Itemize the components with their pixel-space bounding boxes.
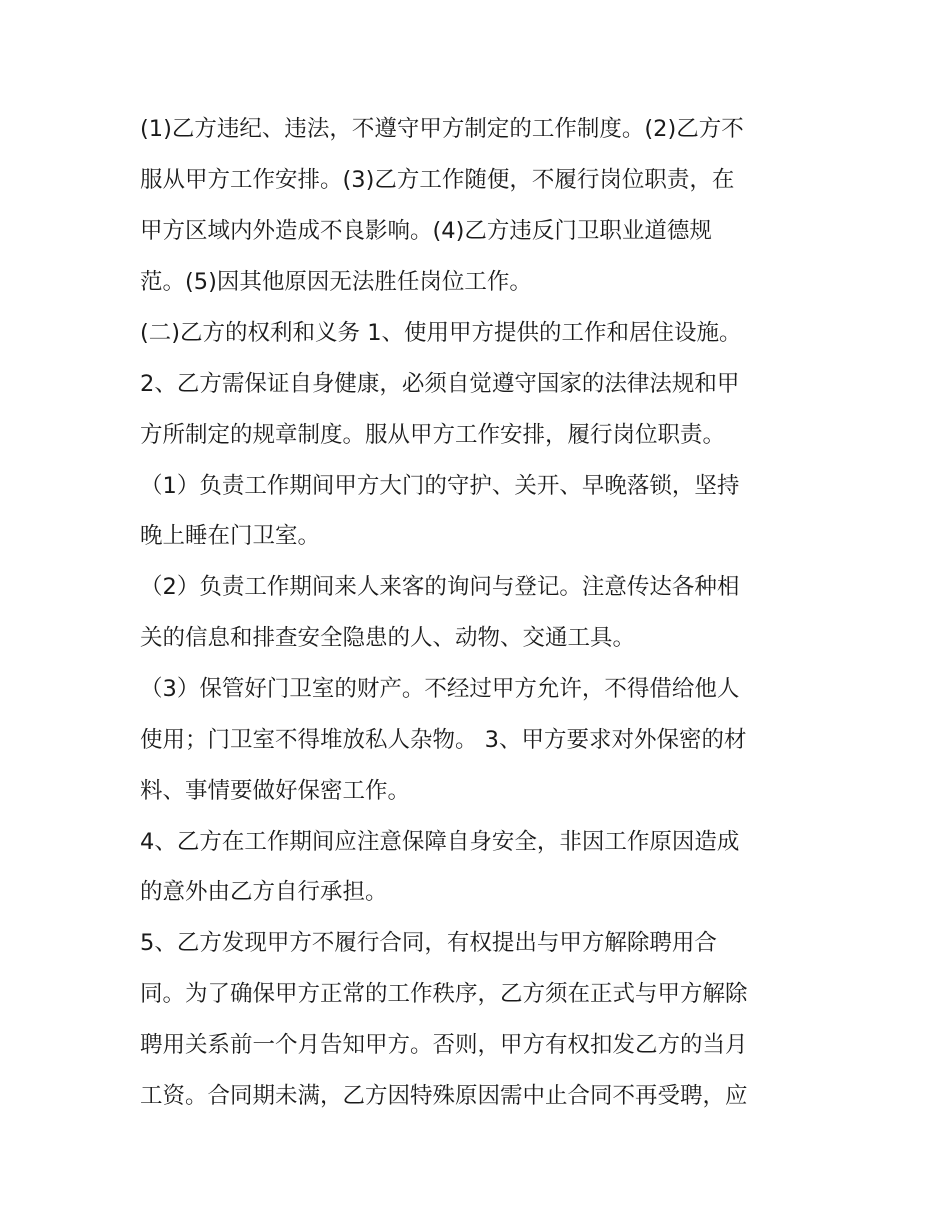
- text-line: 服从甲方工作安排。(3)乙方工作随便，不履行岗位职责，在: [140, 167, 735, 193]
- text-line: （3）保管好门卫室的财产。不经过甲方允许，不得借给他人: [140, 676, 740, 702]
- text-line: 同。为了确保甲方正常的工作秩序，乙方须在正式与甲方解除: [140, 981, 748, 1007]
- text-line: 5、乙方发现甲方不履行合同，有权提出与甲方解除聘用合: [140, 930, 717, 956]
- text-line: （2）负责工作期间来人来客的询问与登记。注意传达各种相: [140, 574, 740, 600]
- text-line: 范。(5)因其他原因无法胜任岗位工作。: [140, 269, 532, 295]
- text-line: 使用；门卫室不得堆放私人杂物。 3、甲方要求对外保密的材: [140, 727, 747, 753]
- text-line: 的意外由乙方自行承担。: [140, 879, 388, 905]
- text-line: 甲方区域内外造成不良影响。(4)乙方违反门卫职业道德规: [140, 218, 712, 244]
- text-line: 关的信息和排查安全隐患的人、动物、交通工具。: [140, 625, 636, 651]
- text-line: 料、事情要做好保密工作。: [140, 778, 411, 804]
- text-line: (1)乙方违纪、违法，不遵守甲方制定的工作制度。(2)乙方不: [140, 116, 744, 142]
- text-line: 晚上睡在门卫室。: [140, 523, 321, 549]
- text-line: 工资。合同期未满，乙方因特殊原因需中止合同不再受聘，应: [140, 1083, 748, 1109]
- text-line: (二)乙方的权利和义务 1、使用甲方提供的工作和居住设施。: [140, 320, 742, 346]
- text-line: 4、乙方在工作期间应注意保障自身安全，非因工作原因造成: [140, 829, 740, 855]
- text-line: 2、乙方需保证自身健康，必须自觉遵守国家的法律法规和甲: [140, 371, 740, 397]
- text-line: （1）负责工作期间甲方大门的守护、关开、早晚落锁，坚持: [140, 473, 740, 499]
- text-line: 聘用关系前一个月告知甲方。否则，甲方有权扣发乙方的当月: [140, 1032, 748, 1058]
- text-line: 方所制定的规章制度。服从甲方工作安排，履行岗位职责。: [140, 422, 726, 448]
